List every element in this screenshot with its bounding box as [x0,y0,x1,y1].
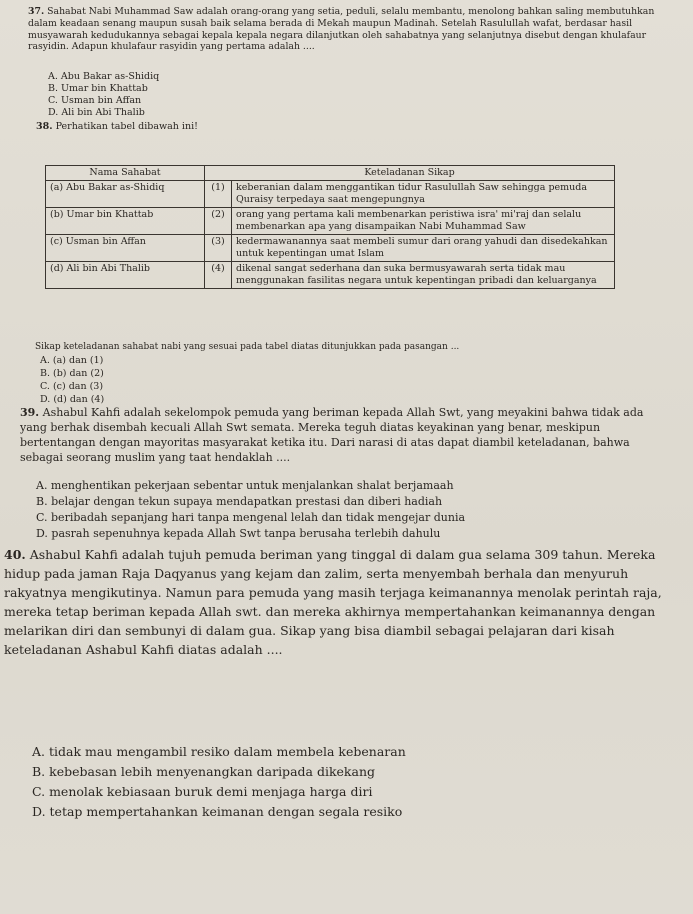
table-row [46,208,615,235]
name-cell: (b) Umar bin Khattab [46,208,205,235]
q40-option-a[interactable]: A. tidak mau mengambil resiko dalam membela kebenaran [32,744,406,759]
q37-option-c[interactable]: C. Usman bin Affan [48,95,142,106]
table-row [46,181,615,208]
q40-option-d[interactable]: D. tetap mempertahankan keimanan dengan segala resiko [32,804,403,819]
trait-number: (4) [205,262,232,289]
trait-number: (1) [205,181,232,208]
question-38-caption: Sikap keteladanan sahabat nabi yang sesuai pada tabel diatas ditunjukkan pada pasangan ... [35,342,460,352]
name-cell: (c) Usman bin Affan [46,235,205,262]
question-40-text: 40. Ashabul Kahfi adalah tujuh pemuda beriman yang tinggal di dalam gua selama 309 tahun. Mereka hidup pada jaman Raja Daqyanus yang kejam dan zalim, serta menyembah berhala dan menyuruh rakyatnya mengikutinya. Namun para pemuda yang masih terjaga keimanannya menolak perintah raja, mereka tetap beriman kepada Allah swt. dan mereka akhirnya mempertahankan keimanannya dengan melarikan diri dan sembunyi di dalam gua. Sikap yang bisa diambil sebagai pelajaran dari kisah keteladanan Ashabul Kahfi diatas adalah .... [4,547,662,657]
question-38 [36,121,198,133]
header-keteladanan-sikap: Keteladanan Sikap [205,166,615,181]
question-38-intro: Perhatikan tabel dibawah ini! [55,121,198,132]
q39-option-b[interactable]: B. belajar dengan tekun supaya mendapatkan prestasi dan diberi hadiah [36,495,443,508]
table-row [46,262,615,289]
trait-cell: dikenal sangat sederhana dan suka bermusyawarah serta tidak mau menggunakan fasilitas negara untuk kepentingan pribadi dan keluarganya [232,262,615,289]
name-cell: (d) Ali bin Abi Thalib [46,262,205,289]
question-39-number: 39. [20,406,40,419]
trait-number: (2) [205,208,232,235]
trait-cell: keberanian dalam menggantikan tidur Rasulullah Saw sehingga pemuda Quraisy terpedaya saat mengepungnya [232,181,615,208]
q37-option-d[interactable]: D. Ali bin Abi Thalib [48,107,145,118]
q37-option-a[interactable]: A. Abu Bakar as-Shidiq [48,71,160,82]
question-37 [28,6,658,53]
name-cell: (a) Abu Bakar as-Shidiq [46,181,205,208]
q38-option-a[interactable]: A. (a) dan (1) [40,355,104,366]
q40-option-c[interactable]: C. menolak kebiasaan buruk demi menjaga harga diri [32,784,373,799]
question-38-number: 38. [36,121,53,132]
q38-option-c[interactable]: C. (c) dan (3) [40,381,104,392]
trait-number: (3) [205,235,232,262]
question-40-number: 40. [4,547,26,562]
trait-cell: orang yang pertama kali membenarkan peristiwa isra' mi'raj dan selalu membenarkan apa yang disampaikan Nabi Muhammad Saw [232,208,615,235]
question-37-number: 37. [28,6,45,17]
q39-option-c[interactable]: C. beribadah sepanjang hari tanpa mengenal lelah dan tidak mengejar dunia [36,511,466,524]
header-nama-sahabat: Nama Sahabat [46,166,205,181]
sahabat-table [45,165,615,289]
q39-option-d[interactable]: D. pasrah sepenuhnya kepada Allah Swt tanpa berusaha terlebih dahulu [36,527,441,540]
question-39-text: 39. Ashabul Kahfi adalah sekelompok pemuda yang beriman kepada Allah Swt, yang meyakini bahwa tidak ada yang berhak disembah kecuali Allah Swt semata. Mereka teguh diatas keyakinan yang benar, meskipun bertentangan dengan mayoritas masyarakat ketika itu. Dari narasi di atas dapat diambil keteladanan, bahwa sebagai seorang muslim yang taat hendaklah .... [20,406,644,464]
q38-option-b[interactable]: B. (b) dan (2) [40,368,104,379]
trait-cell: kedermawanannya saat membeli sumur dari orang yahudi dan disedekahkan untuk kepentingan umat Islam [232,235,615,262]
q37-option-b[interactable]: B. Umar bin Khattab [48,83,148,94]
q39-option-a[interactable]: A. menghentikan pekerjaan sebentar untuk menjalankan shalat berjamaah [36,479,454,492]
q40-option-b[interactable]: B. kebebasan lebih menyenangkan daripada dikekang [32,764,375,779]
q38-option-d[interactable]: D. (d) dan (4) [40,394,105,405]
question-39 [20,405,668,465]
table-row [46,235,615,262]
question-37-text: 37. Sahabat Nabi Muhammad Saw adalah orang-orang yang setia, peduli, selalu membantu, menolong bahkan saling membutuhkan dalam keadaan senang maupun susah baik selama berada di Mekah maupun Madinah. Setelah Rasulullah wafat, berdasar hasil musyawarah kedudukannya sebagai kepala kepala negara dilanjutkan oleh sahabatnya yang selanjutnya disebut dengan khulafaur rasyidin. Adapun khulafaur rasyidin yang pertama adalah .... [28,6,655,53]
question-40 [4,545,676,659]
table-header-row [46,166,615,181]
